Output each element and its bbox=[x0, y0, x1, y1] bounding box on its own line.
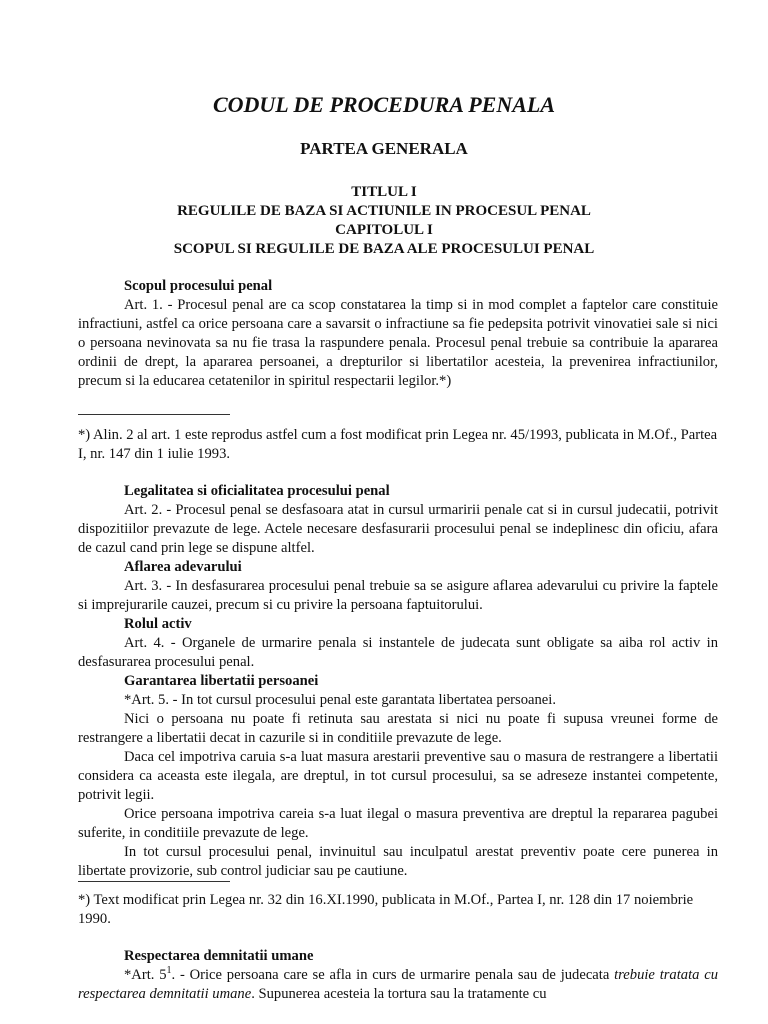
article-text: *Art. 5. - In tot cursul procesului penal este garantata libertatea persoanei. bbox=[124, 692, 556, 708]
section-heading: Rolul activ bbox=[124, 616, 192, 632]
article-suffix: . Supunerea acesteia la tortura sau la tratamente cu bbox=[251, 986, 547, 1002]
article-text: Art. 2. - Procesul penal se desfasoara atat in cursul urmaririi penale cat si in cursul judecatii, potrivit dispozitiilor prevazute de lege. Actele necesare desfasurarii procesului penal se indeplinesc din oficiu, afara de cazul cand prin lege se dispune altfel. bbox=[78, 502, 718, 556]
article-text: Orice persoana impotriva careia s-a luat ilegal o masura preventiva are dreptul la repararea pagubei suferite, in conditiile prevazute de lege. bbox=[78, 806, 718, 841]
section-heading: Respectarea demnitatii umane bbox=[124, 948, 314, 964]
footnote-2: *) Text modificat prin Legea nr. 32 din 16.XI.1990, publicata in M.Of., Partea I, nr. 128 din 17 noiembrie 1990. bbox=[78, 892, 694, 927]
footnote-1: *) Alin. 2 al art. 1 este reprodus astfel cum a fost modificat prin Legea nr. 45/1993, publicata in M.Of., Partea I, nr. 147 din 1 iulie 1993. bbox=[78, 427, 718, 462]
section-art-5-1 bbox=[78, 947, 718, 1004]
article-text: Art. 4. - Organele de urmarire penala si instantele de judecata sunt obligate sa aiba rol activ in desfasurarea procesului penal. bbox=[78, 635, 718, 670]
capitolul-label: CAPITOLUL I bbox=[335, 222, 433, 238]
article-superscript: 1 bbox=[166, 965, 172, 977]
article-text: Nici o persoana nu poate fi retinuta sau arestata si nici nu poate fi supusa vreunei forme de restrangere a libertatii decat in cazurile si in conditiile prevazute de lege. bbox=[78, 711, 718, 746]
title-block bbox=[0, 183, 768, 259]
article-text bbox=[78, 966, 718, 1004]
part-heading: PARTEA GENERALA bbox=[300, 139, 468, 158]
article-text: Art. 1. - Procesul penal are ca scop constatarea la timp si in mod complet a faptelor care constituie infractiuni, astfel ca orice persoana care a savarsit o infractiune sa fie pedepsita potrivit vinovatiei sale si nici o persoana nevinovata sa nu fie trasa la raspundere penala. Procesul penal trebuie sa contribuie la apararea ordinii de drept, la apararea persoanei, a drepturilor si libertatilor acesteia, la prevenirea infractiunilor, precum si la educarea cetatenilor in spiritul respectarii legilor.*) bbox=[78, 297, 718, 389]
section-heading: Scopul procesului penal bbox=[124, 278, 273, 294]
section-art-1 bbox=[78, 277, 718, 391]
titlul-name: REGULILE DE BAZA SI ACTIUNILE IN PROCESUL PENAL bbox=[177, 203, 591, 219]
section-heading: Legalitatea si oficialitatea procesului penal bbox=[124, 483, 390, 499]
section-art-2-5 bbox=[78, 482, 718, 881]
article-text: In tot cursul procesului penal, invinuitul sau inculpatul arestat preventiv poate cere punerea in libertate provizorie, sub control judiciar sau pe cautiune. bbox=[78, 844, 718, 879]
article-text: Daca cel impotriva caruia s-a luat masura arestarii preventive sau o masura de restrangere a libertatii considera ca aceasta este ilegala, are dreptul, in tot cursul procesului, sa se adreseze instantei competente, potrivit legii. bbox=[78, 749, 718, 803]
capitolul-name: SCOPUL SI REGULILE DE BAZA ALE PROCESULUI PENAL bbox=[173, 241, 595, 257]
article-prefix: *Art. 5 bbox=[124, 967, 167, 983]
document-title: CODUL DE PROCEDURA PENALA bbox=[212, 92, 556, 117]
footnote-divider bbox=[78, 414, 230, 415]
section-heading: Garantarea libertatii persoanei bbox=[124, 673, 319, 689]
footnote-divider bbox=[78, 881, 230, 882]
article-italic: trebuie tratata cu respectarea demnitatii umane bbox=[78, 967, 718, 1002]
article-text: Art. 3. - In desfasurarea procesului penal trebuie sa se asigure aflarea adevarului cu privire la faptele si imprejurarile cauzei, precum si cu privire la persoana faptuitorului. bbox=[78, 578, 718, 613]
titlul-label: TITLUL I bbox=[351, 184, 417, 200]
article-mid: . - Orice persoana care se afla in curs de urmarire penala sau de judecata bbox=[171, 967, 615, 983]
section-heading: Aflarea adevarului bbox=[124, 559, 242, 575]
